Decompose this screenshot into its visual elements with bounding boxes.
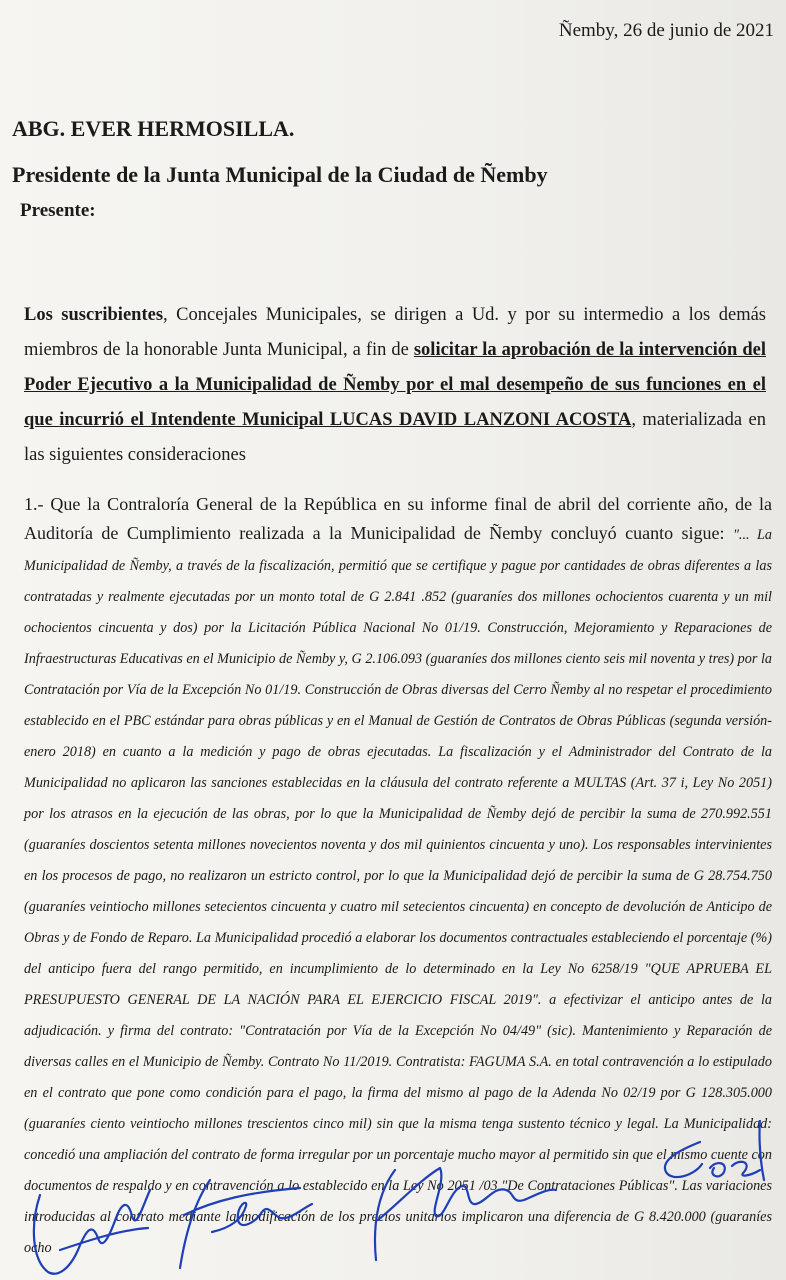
signature-4 [665, 1142, 760, 1177]
consideration-1-lead: 1.- Que la Contraloría General de la República en su informe final de abril del corriente año, de la Auditoría de Cumplimiento realizada a la Municipalidad de Ñemby concluyó cuanto sigue: [24, 494, 772, 543]
intro-paragraph [24, 298, 766, 473]
audit-quote: "... La Municipalidad de Ñemby, a través de la fiscalización, permitió que se certifique y pague por cantidades de obras diferentes a las contratadas y realmente ejecutadas por un monto total de G 2.841 .852 (guaraníes dos millones ochocientos cuarenta y un mil ochocientos cincuenta y dos) por la Licitación Pública Nacional No 01/19. Construcción, Mejoramiento y Reparaciones de Infraestructuras Educativas en el Municipio de Ñemby y, G 2.106.093 (guaraníes dos millones ciento seis mil noventa y tres) por la Contratación por Vía de la Excepción No 01/19. Construcción de Obras diversas del Cerro Ñemby al no respetar el procedimiento establecido en el PBC estándar para obras públicas y en el Manual de Gestión de Contratos de Obras Públicas (segunda versión-enero 2018) en cuanto a la medición y pago de obras ejecutadas. La fiscalización y el Administrador del Contrato de la Municipalidad no aplicaron las sanciones establecidas en la cláusula del contrato referente a MULTAS (Art. 37 i, Ley No 2051) por los atrasos en la ejecución de las obras, por lo que la Municipalidad de Ñemby dejó de percibir la suma de 270.992.551 (guaraníes doscientos setenta millones novecientos noventa y dos mil quinientos cincuenta y uno). Los responsables intervinientes en los procesos de pago, no realizaron un estricto control, por lo que la Municipalidad dejó de percibir la suma de G 28.754.750 (guaraníes veintiocho millones setecientos cincuenta y cuatro mil setecientos cincuenta) en concepto de devolución de Anticipo de Obras y de Fondo de Reparo. La Municipalidad procedió a elaborar los documentos contractuales estableciendo el porcentaje (%) del anticipo fuera del rango permitido, en incumplimiento de lo determinado en la Ley No 6258/19 "QUE APRUEBA EL PRESUPUESTO GENERAL DE LA NACIÓN PARA EL EJERCICIO FISCAL 2019". a efectivizar el anticipo antes de la adjudicación. y firma del contrato: "Contratación por Vía de la Excepción No 04/49" (sic). Mantenimiento y Reparación de diversas calles en el Municipio de Ñemby. Contrato No 11/2019. Contratista: FAGUMA S.A. en total contravención a lo estipulado en el contrato que pone como condición para el pago, la firma del mismo al pago de la Adenda No 02/19 por G 128.305.000 (guaraníes ciento veintiocho millones trescientos cinco mil) sin que la misma tenga sustento técnico y legal. La Municipalidad: concedió una ampliación del contrato de forma irregular por un porcentaje mucho mayor al permitido sin que el mismo cuente con documentos de respaldo y en contravención a lo establecido en la Ley No 2051 /03 "De Contrataciones Públicas". Las variaciones introducidas al contrato mediante la modificación de los precios unitarios implicaron una diferencia de G 8.420.000 (guaraníes ocho [24, 527, 772, 1256]
intro-text-2: , materializada en las siguientes consideraciones [24, 410, 766, 465]
signature-3 [375, 1168, 556, 1260]
intro-underlined-request: solicitar la aprobación de la intervención del Poder Ejecutivo a la Municipalidad de Ñemby por el mal desempeño de sus funciones en el que incurrió el Intendente Municipal LUCAS DAVID LANZONI ACOSTA [24, 340, 766, 430]
recipient-name: ABG. EVER HERMOSILLA. [12, 116, 295, 141]
greeting: Presente: [20, 200, 96, 221]
signature-2 [180, 1180, 312, 1268]
signature-1 [34, 1190, 150, 1274]
document-date: Ñemby, 26 de junio de 2021 [558, 20, 774, 41]
intro-text-1: , Concejales Municipales, se dirigen a Ud. y por su intermedio a los demás miembros de la honorable Junta Municipal, a fin de [24, 305, 766, 360]
intro-bold-start: Los suscribientes [24, 305, 164, 325]
recipient-title: Presidente de la Junta Municipal de la Ciudad de Ñemby [12, 162, 548, 187]
signatures-area [0, 1120, 786, 1280]
